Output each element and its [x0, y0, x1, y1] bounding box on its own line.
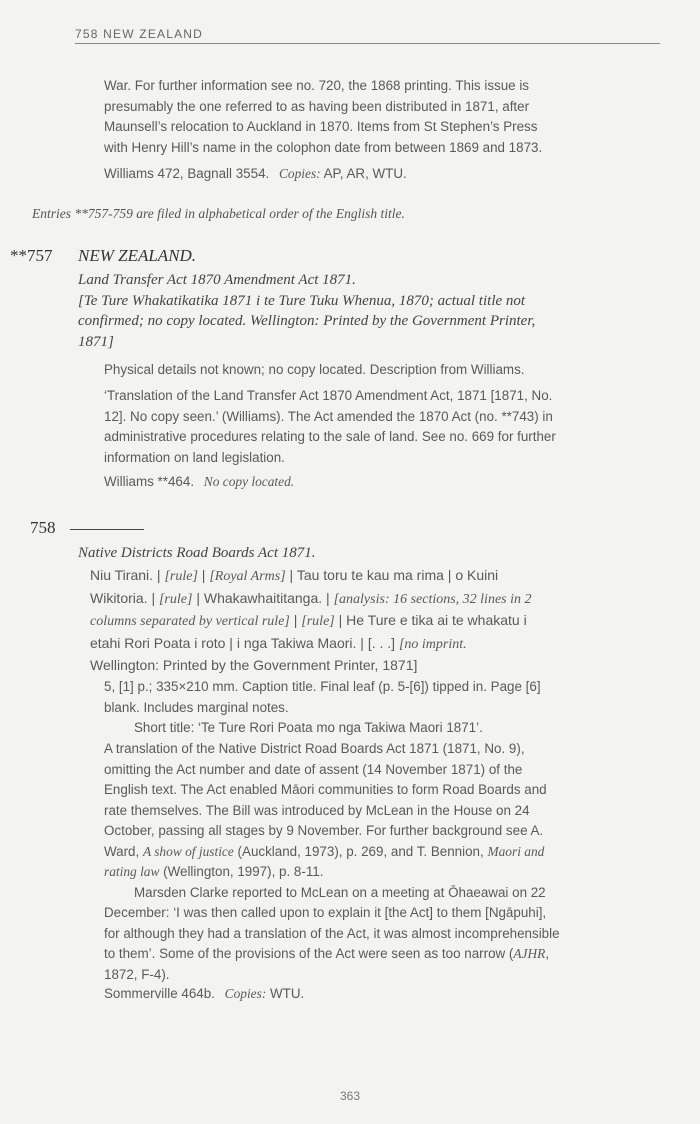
text-line: with Henry Hill’s name in the colophon date from between 1869 and 1873. [104, 139, 543, 155]
text-line: Niu Tirani. | [rule] | [Royal Arms] | Tau toru te kau ma rima | o Kuini [90, 567, 499, 584]
text-line: English text. The Act enabled Māori communities to form Road Boards and [104, 782, 547, 797]
text-line: to them’. Some of the provisions of the Act were seen as too narrow (AJHR, [104, 946, 550, 961]
entry-references [104, 984, 304, 1005]
header-rule [75, 43, 660, 44]
short-title: Short title: ‘Te Ture Rori Poata mo nga Takiwa Maori 1871’. [134, 720, 483, 735]
text-line: omitting the Act number and date of assent (14 November 1871) of the [104, 761, 523, 777]
text-line: A translation of the Native District Road Boards Act 1871 (1871, No. 9), [104, 741, 525, 756]
reference-list: Williams **464. [104, 474, 195, 489]
title-line: Land Transfer Act 1870 Amendment Act 1871. [78, 272, 356, 288]
text-line: 5, [1] p.; 335×210 mm. Caption title. Final leaf (p. 5-[6]) tipped in. Page [6] [104, 679, 541, 694]
copies-list: WTU. [270, 986, 305, 1001]
reference-list: Williams 472, Bagnall 3554. [104, 166, 270, 181]
text-line: Wikitoria. | [rule] | Whakawhaititanga. | [analysis: 16 sections, 32 lines in 2 [90, 589, 532, 607]
title-line: 1871] [78, 333, 114, 350]
heading-dash-rule [70, 529, 144, 530]
text-line: Marsden Clarke reported to McLean on a meeting at Ōhaeawai on 22 [134, 884, 546, 900]
text-line: rating law (Wellington, 1997), p. 8-11. [104, 864, 324, 879]
text-line: information on land legislation. [104, 449, 285, 465]
entry-title-block [78, 270, 535, 352]
text-line: administrative procedures relating to the sale of land. See no. 669 for further [104, 429, 556, 444]
entry-notes [104, 739, 560, 985]
filing-note: Entries **757-759 are filed in alphabetical order of the English title. [32, 206, 405, 221]
entry-title: Native Districts Road Boards Act 1871. [78, 545, 316, 561]
text-line: October, passing all stages by 9 November. For further background see A. [104, 823, 544, 838]
entry-number: **757 [10, 246, 53, 265]
text-line: Wellington: Printed by the Government Printer, 1871] [90, 657, 418, 673]
text-line: Maunsell’s relocation to Auckland in 1870. Items from St Stephen’s Press [104, 119, 538, 134]
page-number: 363 [339, 1089, 361, 1103]
text-line: ‘Translation of the Land Transfer Act 1870 Amendment Act, 1871 [1871, No. [104, 388, 553, 403]
intro-references [104, 164, 407, 185]
copies-label: Copies: [278, 166, 321, 181]
entry-number-text: 758 [30, 518, 56, 537]
text-line: columns separated by vertical rule] | [rule] | He Ture e tika ai te whakatu i [90, 612, 527, 629]
copies-label: Copies: [224, 986, 267, 1001]
copies-list: No copy located. [203, 474, 295, 489]
text-line: War. For further information see no. 720, the 1868 printing. This issue is [104, 78, 529, 93]
text-line: presumably the one referred to as having been distributed in 1871, after [104, 98, 530, 114]
text-line: etahi Rori Poata i roto | i nga Takiwa Maori. | [. . .] [no imprint. [90, 634, 467, 652]
entry-number [30, 518, 144, 538]
collation [104, 677, 541, 739]
reference-list: Sommerville 464b. [104, 986, 215, 1001]
text-line: Ward, A show of justice (Auckland, 1973), p. 269, and T. Bennion, Maori and [104, 843, 545, 859]
text-line: blank. Includes marginal notes. [104, 699, 289, 715]
running-header: 758 NEW ZEALAND [75, 27, 204, 41]
title-line: [Te Ture Whakatikatika 1871 i te Ture Tuku Whenua, 1870; actual title not [78, 292, 526, 309]
text-line: December: ‘I was then called upon to explain it [the Act] to them [Ngāpuhi], [104, 905, 547, 920]
text-line: for although they had a translation of the Act, it was almost incomprehensible [104, 925, 560, 941]
entry-references [104, 472, 294, 493]
title-transcription [90, 565, 532, 676]
text-line: rate themselves. The Bill was introduced by McLean in the House on 24 [104, 802, 530, 818]
text-line: 1872, F-4). [104, 966, 170, 982]
text-line: 12]. No copy seen.’ (Williams). The Act amended the 1870 Act (no. **743) in [104, 408, 553, 424]
entry-heading: NEW ZEALAND. [78, 246, 197, 265]
entry-notes [104, 386, 556, 468]
title-line: confirmed; no copy located. Wellington: Printed by the Government Printer, [78, 313, 536, 329]
physical-description: Physical details not known; no copy located. Description from Williams. [104, 362, 525, 377]
intro-paragraph [104, 76, 542, 158]
copies-list: AP, AR, WTU. [323, 166, 407, 181]
